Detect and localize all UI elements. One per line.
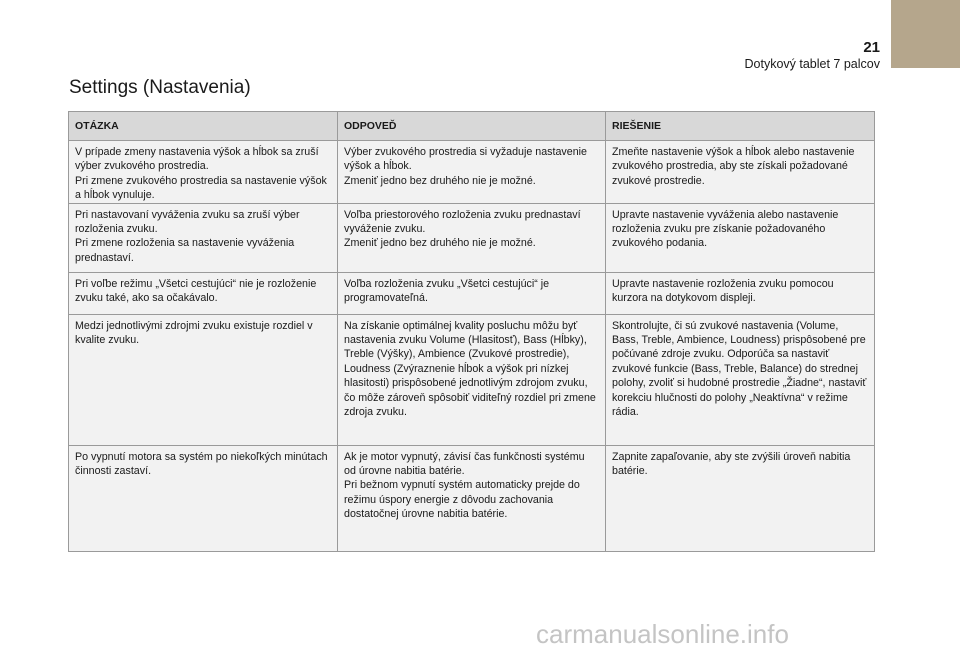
chapter-title: Dotykový tablet 7 palcov: [744, 57, 880, 71]
question-cell: Medzi jednotlivými zdrojmi zvuku existuje rozdiel v kvalite zvuku.: [69, 314, 338, 445]
question-cell: Pri nastavovaní vyváženia zvuku sa zruší výber rozloženia zvuku. Pri zmene rozloženia sa nastavenie vyváženia prednastaví.: [69, 203, 338, 272]
table-row: [69, 314, 875, 445]
table-header-row: [69, 112, 875, 141]
answer-cell: Voľba rozloženia zvuku „Všetci cestujúci“ je programovateľná.: [338, 272, 606, 314]
question-cell: Pri voľbe režimu „Všetci cestujúci“ nie je rozloženie zvuku také, ako sa očakávalo.: [69, 272, 338, 314]
solution-cell: Skontrolujte, či sú zvukové nastavenia (Volume, Bass, Treble, Ambience, Loudness) prispôsobené pre počúvané zdroje zvuku. Odporúča sa nastaviť zvukové funkcie (Bass, Treble, Balance) do strednej polohy, zvoliť si hudobné prostredie „Žiadne“, nastaviť korekciu hlučnosti do polohy „Neaktívna“ v režime rádia.: [606, 314, 875, 445]
chapter-corner-tab: [891, 0, 960, 68]
table-row: [69, 203, 875, 272]
solution-cell: Zapnite zapaľovanie, aby ste zvýšili úroveň nabitia batérie.: [606, 445, 875, 551]
solution-cell: Upravte nastavenie rozloženia zvuku pomocou kurzora na dotykovom displeji.: [606, 272, 875, 314]
column-header-answer: ODPOVEĎ: [338, 112, 606, 141]
solution-cell: Zmeňte nastavenie výšok a hĺbok alebo nastavenie zvukového prostredia, aby ste získali požadované zvukové prostredie.: [606, 141, 875, 204]
solution-cell: Upravte nastavenie vyváženia alebo nastavenie rozloženia zvuku pre získanie požadovaného zvukového podania.: [606, 203, 875, 272]
answer-cell: Voľba priestorového rozloženia zvuku prednastaví vyváženie zvuku. Zmeniť jedno bez druhého nie je možné.: [338, 203, 606, 272]
page-number: 21: [863, 39, 880, 56]
table-row: [69, 141, 875, 204]
column-header-solution: RIEŠENIE: [606, 112, 875, 141]
question-cell: V prípade zmeny nastavenia výšok a hĺbok sa zruší výber zvukového prostredia. Pri zmene zvukového prostredia sa nastavenie výšok a hĺbok vynuluje.: [69, 141, 338, 204]
faq-table: [68, 111, 875, 552]
answer-cell: Výber zvukového prostredia si vyžaduje nastavenie výšok a hĺbok. Zmeniť jedno bez druhého nie je možné.: [338, 141, 606, 204]
table-row: [69, 445, 875, 551]
page-title: Settings (Nastavenia): [69, 77, 251, 98]
question-cell: Po vypnutí motora sa systém po niekoľkých minútach činnosti zastaví.: [69, 445, 338, 551]
column-header-question: OTÁZKA: [69, 112, 338, 141]
answer-cell: Na získanie optimálnej kvality posluchu môžu byť nastavenia zvuku Volume (Hlasitosť), Bass (Hĺbky), Treble (Výšky), Ambience (Zvukové prostredie), Loudness (Zvýraznenie hĺbok a výšok pri nízkej hlasitosti) prispôsobené jednotlivým zdrojom zvuku, čo môže zároveň spôsobiť viditeľný rozdiel pri zmene zdroja zvuku.: [338, 314, 606, 445]
table-row: [69, 272, 875, 314]
watermark-text: carmanualsonline.info: [536, 619, 789, 649]
answer-cell: Ak je motor vypnutý, závisí čas funkčnosti systému od úrovne nabitia batérie. Pri bežnom vypnutí systém automaticky prejde do režimu úspory energie z dôvodu zachovania dostatočnej úrovne nabitia batérie.: [338, 445, 606, 551]
